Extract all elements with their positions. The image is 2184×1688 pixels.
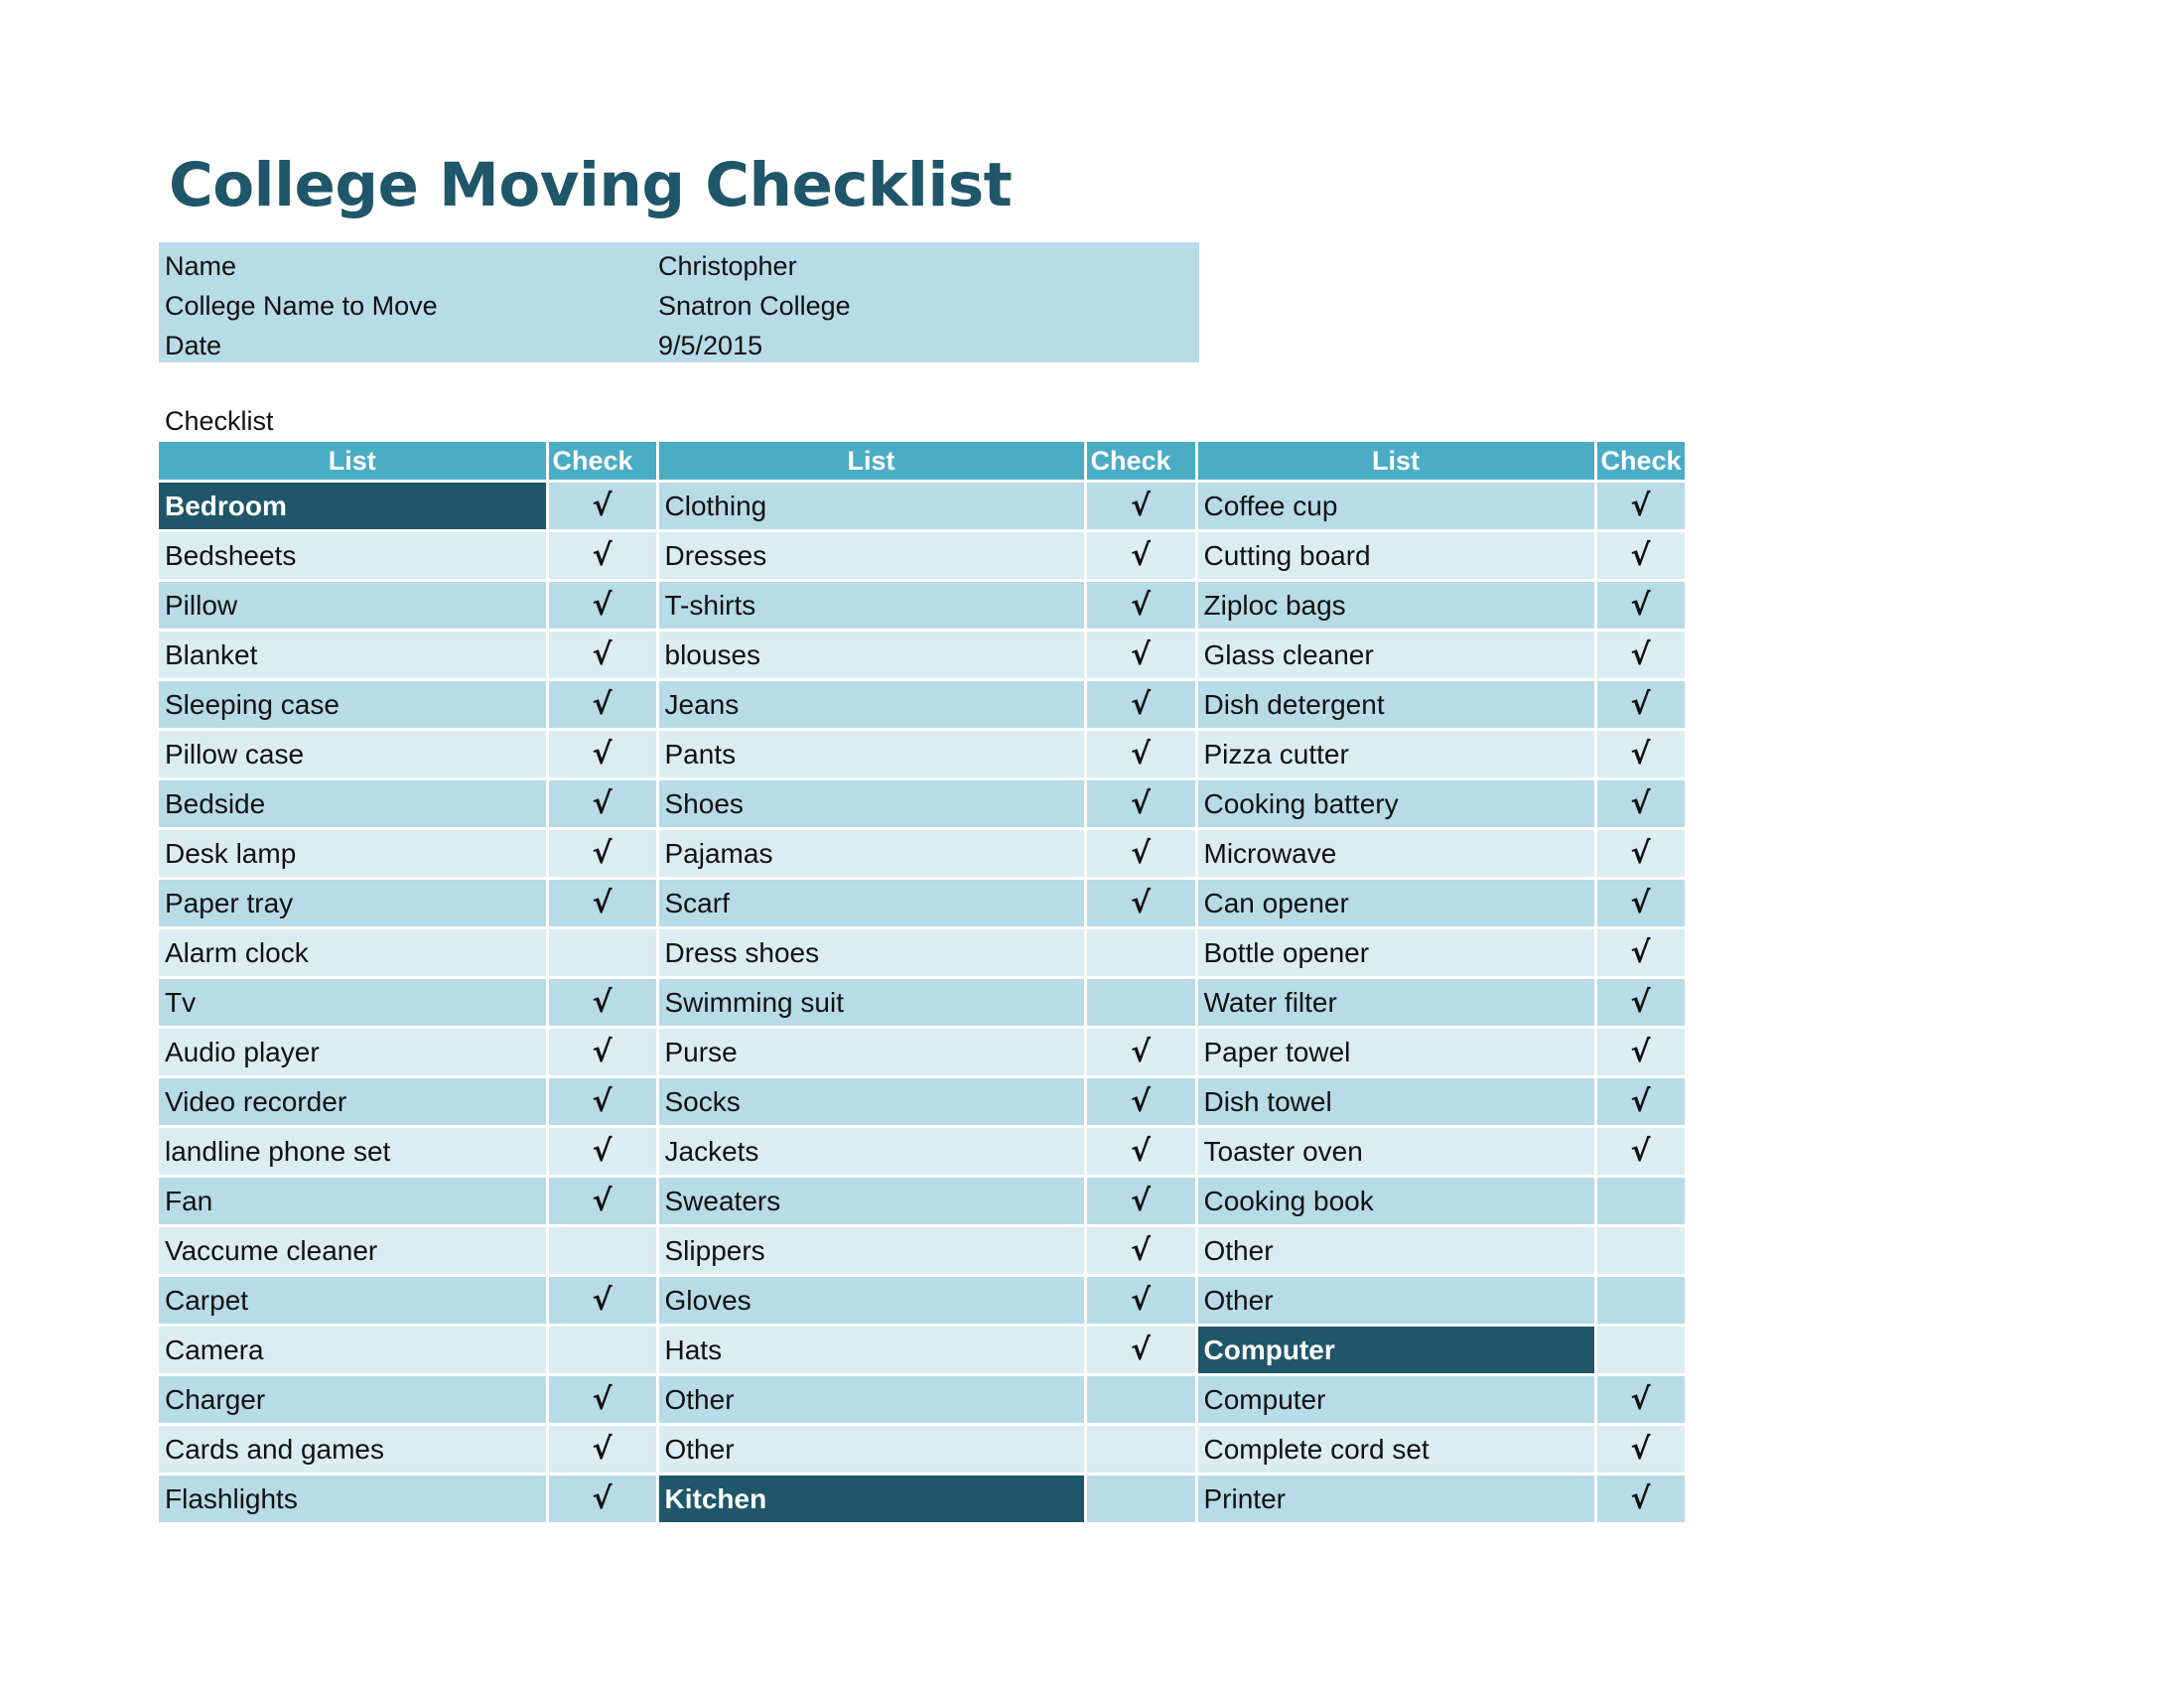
checkmark-icon: √ <box>1630 737 1651 772</box>
category-header-cell: Computer <box>1196 1326 1595 1375</box>
checklist-section-label: Checklist <box>165 406 274 436</box>
item-cell: Pillow <box>159 581 547 631</box>
item-cell: Hats <box>657 1326 1085 1375</box>
item-cell: Tv <box>159 978 547 1028</box>
checkmark-icon: √ <box>592 538 613 573</box>
check-cell[interactable] <box>1595 879 1686 928</box>
check-cell[interactable] <box>1085 631 1196 680</box>
check-cell[interactable] <box>547 1226 657 1276</box>
checkmark-icon: √ <box>1630 1481 1651 1516</box>
checkmark-icon: √ <box>1630 786 1651 821</box>
item-cell: Bedsheets <box>159 531 547 581</box>
check-cell[interactable] <box>1595 779 1686 829</box>
info-panel <box>159 242 1199 362</box>
checkmark-icon: √ <box>1630 1134 1651 1169</box>
check-cell[interactable] <box>547 1127 657 1177</box>
checkmark-icon: √ <box>1130 1134 1151 1169</box>
checkmark-icon: √ <box>1130 588 1151 623</box>
check-cell[interactable] <box>1595 978 1686 1028</box>
checkmark-icon: √ <box>1630 588 1651 623</box>
checkmark-icon: √ <box>592 737 613 772</box>
item-cell: Coffee cup <box>1196 482 1595 531</box>
check-cell[interactable] <box>1595 581 1686 631</box>
item-cell: Toaster oven <box>1196 1127 1595 1177</box>
column-header-list: List <box>657 442 1085 482</box>
check-cell[interactable] <box>1085 1077 1196 1127</box>
check-cell[interactable] <box>547 928 657 978</box>
item-cell: Cooking battery <box>1196 779 1595 829</box>
item-cell: Flashlights <box>159 1475 547 1524</box>
checkmark-icon: √ <box>1130 1333 1151 1367</box>
table-row <box>159 730 1686 779</box>
check-cell[interactable] <box>1085 928 1196 978</box>
check-cell[interactable] <box>1595 680 1686 730</box>
info-row-college <box>159 286 1199 326</box>
check-cell[interactable] <box>1595 531 1686 581</box>
item-cell: Pizza cutter <box>1196 730 1595 779</box>
checkmark-icon: √ <box>1630 836 1651 871</box>
checkmark-icon: √ <box>1630 538 1651 573</box>
checkmark-icon: √ <box>1130 1283 1151 1318</box>
table-row <box>159 1276 1686 1326</box>
table-row <box>159 879 1686 928</box>
check-cell[interactable] <box>547 482 657 531</box>
item-cell: Video recorder <box>159 1077 547 1127</box>
table-row <box>159 1475 1686 1524</box>
check-cell[interactable] <box>547 829 657 879</box>
check-cell[interactable] <box>1085 1276 1196 1326</box>
check-cell[interactable] <box>1085 1326 1196 1375</box>
info-label: Name <box>165 250 237 281</box>
item-cell: Computer <box>1196 1375 1595 1425</box>
checkmark-icon: √ <box>1630 687 1651 722</box>
table-row <box>159 1077 1686 1127</box>
item-cell: Paper towel <box>1196 1028 1595 1077</box>
item-cell: Glass cleaner <box>1196 631 1595 680</box>
checkmark-icon: √ <box>592 1084 613 1119</box>
info-value[interactable]: Christopher <box>658 250 797 281</box>
item-cell: Shoes <box>657 779 1085 829</box>
item-cell: Ziploc bags <box>1196 581 1595 631</box>
checkmark-icon: √ <box>592 687 613 722</box>
info-row-date <box>159 326 1199 365</box>
checkmark-icon: √ <box>1630 1382 1651 1417</box>
checkmark-icon: √ <box>1630 489 1651 523</box>
table-row <box>159 928 1686 978</box>
item-cell: Cutting board <box>1196 531 1595 581</box>
item-cell: Dish detergent <box>1196 680 1595 730</box>
check-cell[interactable] <box>547 1077 657 1127</box>
check-cell[interactable] <box>547 730 657 779</box>
checkmark-icon: √ <box>1130 737 1151 772</box>
table-row <box>159 1028 1686 1077</box>
check-cell[interactable] <box>1085 879 1196 928</box>
check-cell[interactable] <box>547 1475 657 1524</box>
table-row <box>159 779 1686 829</box>
item-cell: Sleeping case <box>159 680 547 730</box>
item-cell: Fan <box>159 1177 547 1226</box>
check-cell[interactable] <box>547 631 657 680</box>
table-row <box>159 1127 1686 1177</box>
check-cell[interactable] <box>547 680 657 730</box>
check-cell[interactable] <box>547 1177 657 1226</box>
check-cell[interactable] <box>547 1028 657 1077</box>
item-cell: Jeans <box>657 680 1085 730</box>
item-cell: landline phone set <box>159 1127 547 1177</box>
check-cell[interactable] <box>1085 1177 1196 1226</box>
checkmark-icon: √ <box>592 1432 613 1467</box>
checkmark-icon: √ <box>592 637 613 672</box>
item-cell: Gloves <box>657 1276 1085 1326</box>
table-row <box>159 1326 1686 1375</box>
check-cell[interactable] <box>1085 978 1196 1028</box>
item-cell: T-shirts <box>657 581 1085 631</box>
check-cell[interactable] <box>1085 1028 1196 1077</box>
checkmark-icon: √ <box>1130 886 1151 920</box>
checkmark-icon: √ <box>1630 637 1651 672</box>
item-cell: Clothing <box>657 482 1085 531</box>
item-cell: Slippers <box>657 1226 1085 1276</box>
item-cell: Printer <box>1196 1475 1595 1524</box>
checkmark-icon: √ <box>592 1035 613 1069</box>
checkmark-icon: √ <box>1130 1084 1151 1119</box>
category-header-cell: Bedroom <box>159 482 547 531</box>
check-cell[interactable] <box>1595 631 1686 680</box>
check-cell[interactable] <box>1085 1226 1196 1276</box>
checkmark-icon: √ <box>1130 687 1151 722</box>
table-row <box>159 680 1686 730</box>
item-cell: Pants <box>657 730 1085 779</box>
item-cell: Camera <box>159 1326 547 1375</box>
check-cell[interactable] <box>1595 1326 1686 1375</box>
item-cell: Water filter <box>1196 978 1595 1028</box>
item-cell: Sweaters <box>657 1177 1085 1226</box>
table-row <box>159 581 1686 631</box>
check-cell[interactable] <box>1595 1475 1686 1524</box>
table-row <box>159 1177 1686 1226</box>
checkmark-icon: √ <box>592 1134 613 1169</box>
item-cell: Paper tray <box>159 879 547 928</box>
checklist-header-row <box>159 442 1686 482</box>
item-cell: Other <box>1196 1276 1595 1326</box>
checkmark-icon: √ <box>592 786 613 821</box>
item-cell: Complete cord set <box>1196 1425 1595 1475</box>
table-row <box>159 482 1686 531</box>
table-row <box>159 1425 1686 1475</box>
check-cell[interactable] <box>1085 1127 1196 1177</box>
check-cell[interactable] <box>1595 1077 1686 1127</box>
check-cell[interactable] <box>547 1276 657 1326</box>
column-header-check: Check <box>547 442 657 482</box>
check-cell[interactable] <box>1085 482 1196 531</box>
check-cell[interactable] <box>1595 1127 1686 1177</box>
checkmark-icon: √ <box>592 1283 613 1318</box>
check-cell[interactable] <box>1085 1425 1196 1475</box>
page-title: College Moving Checklist <box>169 150 1013 220</box>
checkmark-icon: √ <box>592 836 613 871</box>
table-row <box>159 631 1686 680</box>
check-cell[interactable] <box>547 879 657 928</box>
checkmark-icon: √ <box>592 1481 613 1516</box>
checkmark-icon: √ <box>1130 836 1151 871</box>
column-header-list: List <box>1196 442 1595 482</box>
item-cell: Bedside <box>159 779 547 829</box>
check-cell[interactable] <box>547 978 657 1028</box>
info-value[interactable]: Snatron College <box>658 290 851 321</box>
checkmark-icon: √ <box>1130 489 1151 523</box>
check-cell[interactable] <box>1595 1028 1686 1077</box>
item-cell: Dresses <box>657 531 1085 581</box>
info-label: Date <box>165 330 222 360</box>
checkmark-icon: √ <box>1630 935 1651 970</box>
checkmark-icon: √ <box>1630 886 1651 920</box>
item-cell: Dish towel <box>1196 1077 1595 1127</box>
check-cell[interactable] <box>547 1375 657 1425</box>
checkmark-icon: √ <box>592 489 613 523</box>
item-cell: Scarf <box>657 879 1085 928</box>
info-value[interactable]: 9/5/2015 <box>658 330 763 360</box>
table-row <box>159 531 1686 581</box>
checkmark-icon: √ <box>1630 1432 1651 1467</box>
table-row <box>159 978 1686 1028</box>
checklist-table <box>159 442 1688 1525</box>
checkmark-icon: √ <box>1130 1184 1151 1218</box>
check-cell[interactable] <box>547 581 657 631</box>
check-cell[interactable] <box>1085 1375 1196 1425</box>
checkmark-icon: √ <box>1630 985 1651 1020</box>
item-cell: Swimming suit <box>657 978 1085 1028</box>
checkmark-icon: √ <box>592 1184 613 1218</box>
item-cell: Alarm clock <box>159 928 547 978</box>
checkmark-icon: √ <box>1630 1035 1651 1069</box>
checkmark-icon: √ <box>1130 1233 1151 1268</box>
check-cell[interactable] <box>1595 829 1686 879</box>
item-cell: Cooking book <box>1196 1177 1595 1226</box>
check-cell[interactable] <box>547 1425 657 1475</box>
column-header-check: Check <box>1085 442 1196 482</box>
item-cell: Desk lamp <box>159 829 547 879</box>
item-cell: Other <box>657 1375 1085 1425</box>
check-cell[interactable] <box>1595 1226 1686 1276</box>
item-cell: Carpet <box>159 1276 547 1326</box>
item-cell: Other <box>657 1425 1085 1475</box>
column-header-check: Check <box>1595 442 1686 482</box>
category-header-cell: Kitchen <box>657 1475 1085 1524</box>
item-cell: Other <box>1196 1226 1595 1276</box>
item-cell: Audio player <box>159 1028 547 1077</box>
item-cell: Microwave <box>1196 829 1595 879</box>
check-cell[interactable] <box>1085 680 1196 730</box>
item-cell: Cards and games <box>159 1425 547 1475</box>
checkmark-icon: √ <box>592 985 613 1020</box>
table-row <box>159 1226 1686 1276</box>
check-cell[interactable] <box>1085 829 1196 879</box>
item-cell: Dress shoes <box>657 928 1085 978</box>
item-cell: Pajamas <box>657 829 1085 879</box>
check-cell[interactable] <box>1595 730 1686 779</box>
item-cell: Jackets <box>657 1127 1085 1177</box>
check-cell[interactable] <box>1595 1425 1686 1475</box>
item-cell: Charger <box>159 1375 547 1425</box>
check-cell[interactable] <box>1085 1475 1196 1524</box>
checkmark-icon: √ <box>592 886 613 920</box>
item-cell: Pillow case <box>159 730 547 779</box>
item-cell: Vaccume cleaner <box>159 1226 547 1276</box>
check-cell[interactable] <box>1595 1375 1686 1425</box>
item-cell: Socks <box>657 1077 1085 1127</box>
check-cell[interactable] <box>547 779 657 829</box>
item-cell: Bottle opener <box>1196 928 1595 978</box>
item-cell: blouses <box>657 631 1085 680</box>
check-cell[interactable] <box>547 1326 657 1375</box>
checkmark-icon: √ <box>1130 538 1151 573</box>
checkmark-icon: √ <box>1130 786 1151 821</box>
checkmark-icon: √ <box>1130 1035 1151 1069</box>
check-cell[interactable] <box>547 531 657 581</box>
check-cell[interactable] <box>1595 1276 1686 1326</box>
check-cell[interactable] <box>1085 581 1196 631</box>
check-cell[interactable] <box>1085 531 1196 581</box>
checkmark-icon: √ <box>1130 637 1151 672</box>
checklist-body <box>159 482 1686 1524</box>
info-row-name <box>159 246 1199 286</box>
table-row <box>159 1375 1686 1425</box>
table-row <box>159 829 1686 879</box>
item-cell: Can opener <box>1196 879 1595 928</box>
check-cell[interactable] <box>1595 1177 1686 1226</box>
checkmark-icon: √ <box>1630 1084 1651 1119</box>
checkmark-icon: √ <box>592 588 613 623</box>
check-cell[interactable] <box>1085 779 1196 829</box>
info-label: College Name to Move <box>165 290 438 321</box>
check-cell[interactable] <box>1595 928 1686 978</box>
item-cell: Blanket <box>159 631 547 680</box>
item-cell: Purse <box>657 1028 1085 1077</box>
column-header-list: List <box>159 442 547 482</box>
checkmark-icon: √ <box>592 1382 613 1417</box>
check-cell[interactable] <box>1085 730 1196 779</box>
check-cell[interactable] <box>1595 482 1686 531</box>
